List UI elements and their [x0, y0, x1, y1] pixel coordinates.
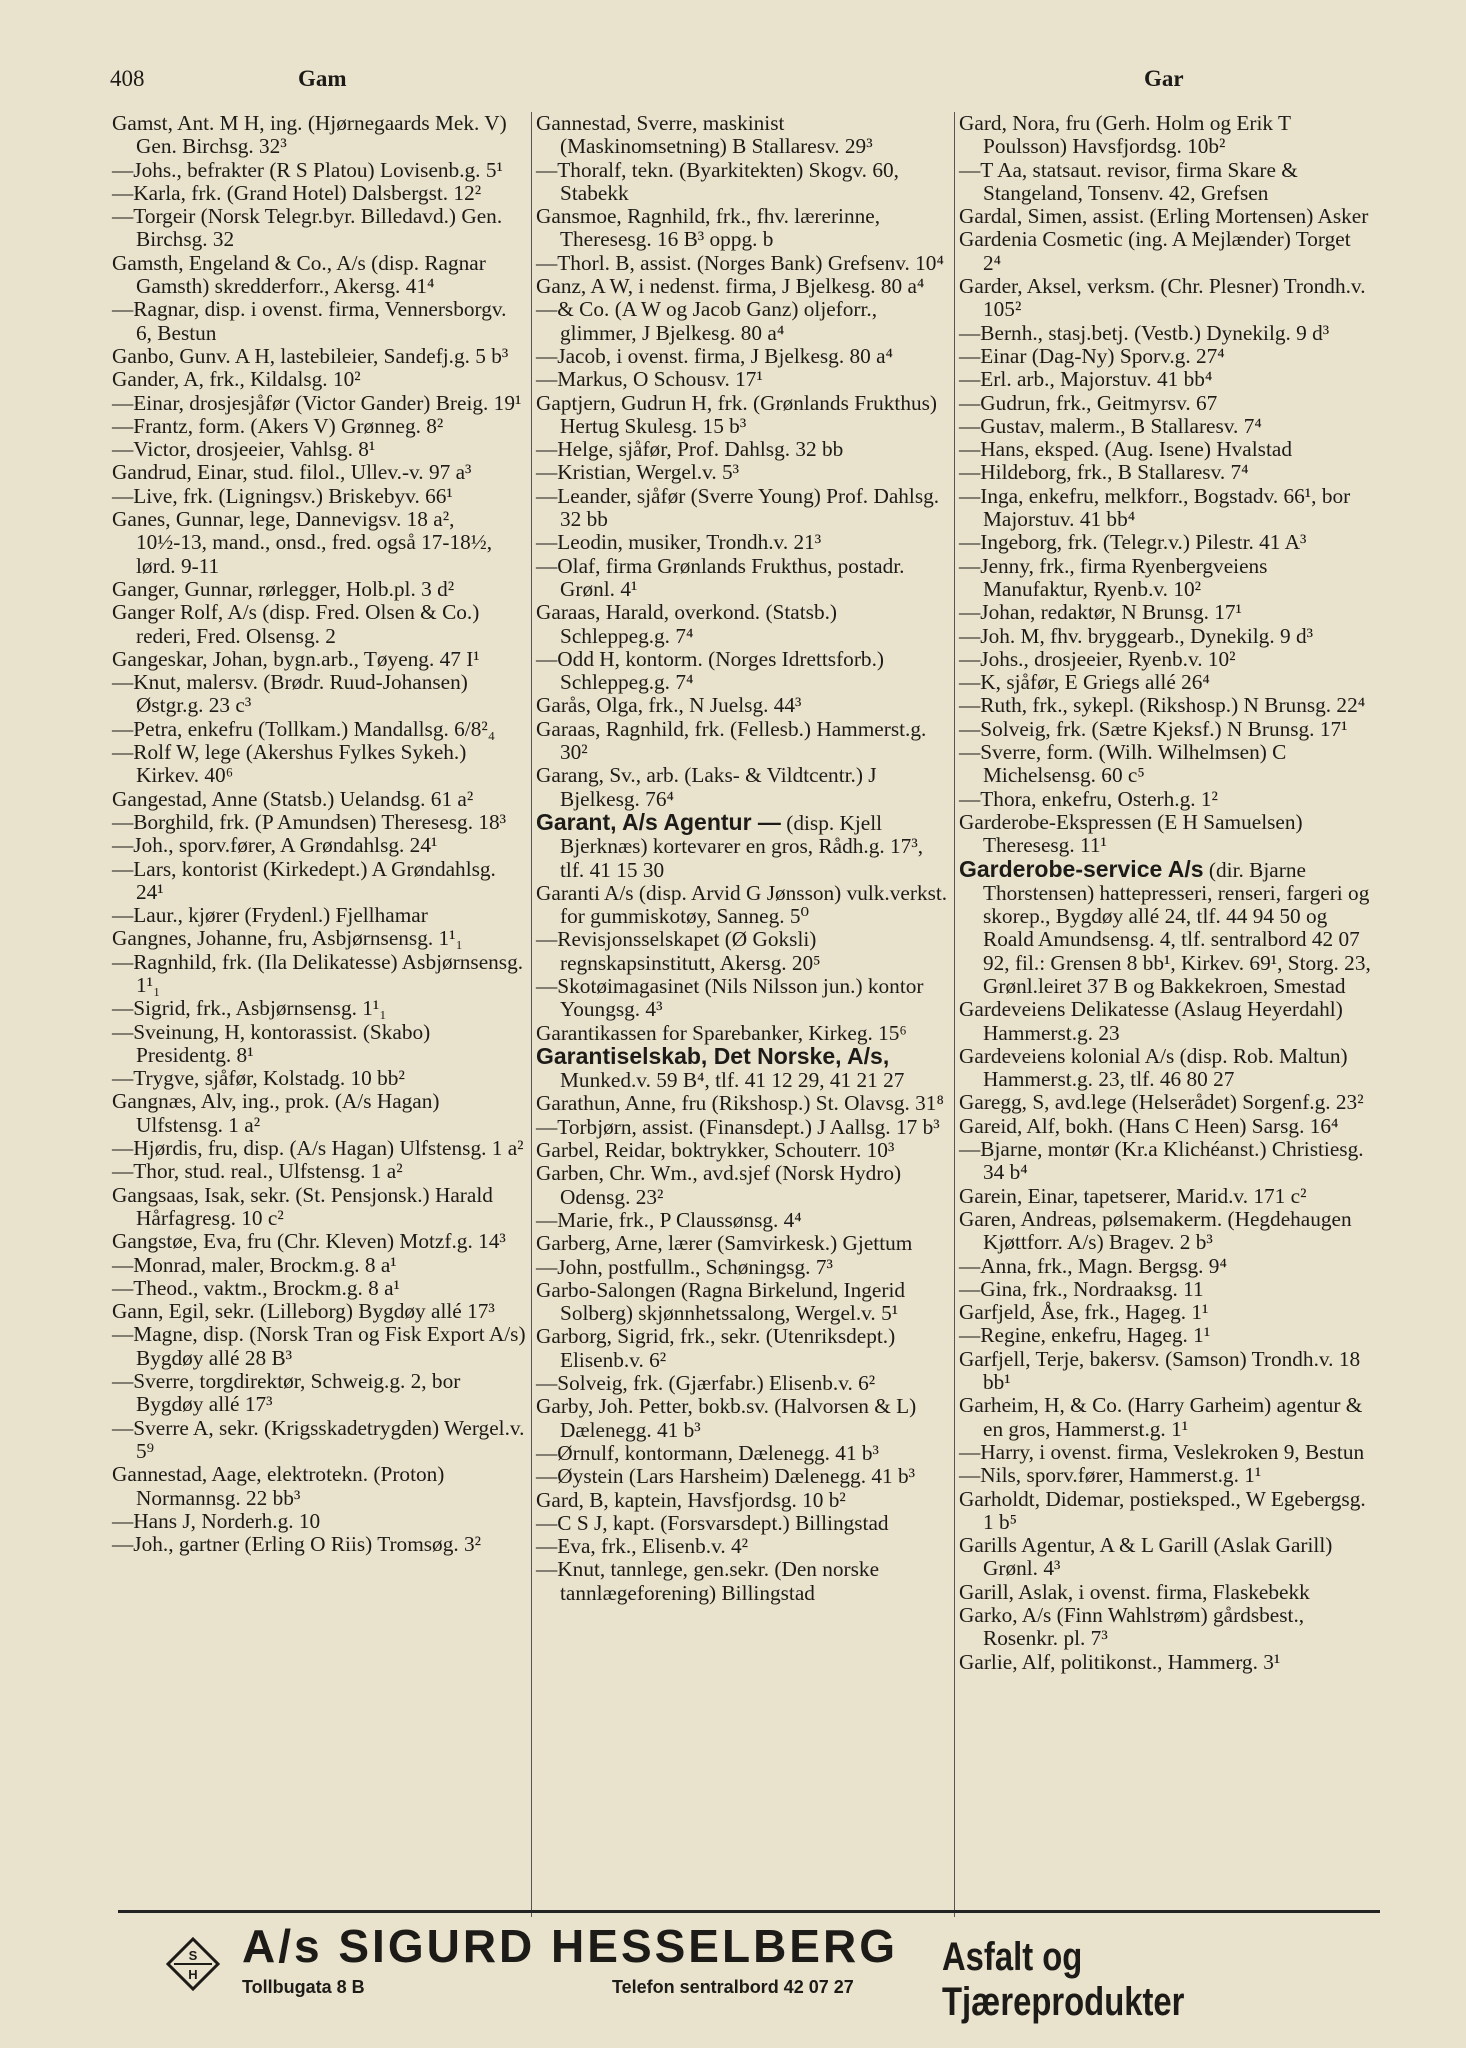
entry-text: —Johs., drosjeeier, Ryenb.v. 10² [959, 646, 1236, 671]
entry-text: Garen, Andreas, pølsemakerm. (Hegdehaugen Kjøttforr. A/s) Bragev. 2 b³ [959, 1206, 1352, 1255]
entry-bold-heading: Garant, A/s Agentur — [536, 808, 781, 835]
entry-text: Gannestad, Aage, elektrotekn. (Proton) Normannsg. 22 bb³ [112, 1462, 445, 1510]
directory-entry [959, 1348, 1373, 1395]
entry-text: —Ruth, frk., sykepl. (Rikshosp.) N Brunsg. 22⁴ [959, 693, 1366, 718]
directory-entry [112, 438, 527, 461]
directory-entry [959, 461, 1373, 484]
entry-text: Gangnes, Johanne, fru, Asbjørnsensg. 1¹₁ [112, 926, 463, 951]
entry-text: (disp. Kjell Bjerknæs) kortevarer en gros, Rådh.g. 17³, tlf. 41 15 30 [560, 810, 924, 882]
entry-text: —Thorl. B, assist. (Norges Bank) Grefsenv. 10⁴ [536, 250, 944, 275]
entry-text: —Torgeir (Norsk Telegr.byr. Billedavd.) Gen. Birchsg. 32 [112, 204, 503, 252]
directory-entry [536, 928, 950, 975]
ad-address: Tollbugata 8 B [242, 1977, 365, 1997]
directory-entry [959, 1208, 1373, 1255]
entry-text: —Joh., sporv.fører, A Grøndahlsg. 24¹ [112, 833, 438, 858]
entry-text: Garheim, H, & Co. (Harry Garheim) agentur & en gros, Hammerst.g. 1¹ [959, 1393, 1363, 1441]
directory-entry [959, 415, 1373, 438]
entry-text: —Kristian, Wergel.v. 5³ [536, 460, 740, 485]
directory-entry [536, 648, 950, 695]
entry-text: —Nils, sporv.fører, Hammerst.g. 1¹ [959, 1463, 1262, 1488]
entry-text: —Karla, frk. (Grand Hotel) Dalsbergst. 12² [112, 180, 482, 205]
entry-text: —Hans, eksped. (Aug. Isene) Hvalstad [959, 437, 1292, 462]
directory-entry [536, 1558, 950, 1605]
entry-text: Garås, Olga, frk., N Juelsg. 44³ [536, 693, 802, 718]
directory-entry [536, 159, 950, 206]
directory-entry [112, 112, 527, 159]
entry-text: Gaptjern, Gudrun H, frk. (Grønlands Frukthus) Hertug Skulesg. 15 b³ [536, 390, 938, 438]
directory-entry [112, 718, 527, 741]
entry-text: —Laur., kjører (Frydenl.) Fjellhamar [112, 903, 428, 928]
entry-text: Garlie, Alf, politikonst., Hammerg. 3¹ [959, 1649, 1281, 1674]
directory-entry [536, 1042, 950, 1093]
directory-entry [959, 1581, 1373, 1604]
directory-entry [112, 252, 527, 299]
entry-text: Ganes, Gunnar, lege, Dannevigsv. 18 a², 10½-13, mand., onsd., fred. også 17-18½, lørd. 9-11 [112, 507, 493, 578]
entry-text: Garaas, Harald, overkond. (Statsb.) Schleppeg.g. 7⁴ [536, 600, 838, 648]
directory-entry [959, 811, 1373, 858]
ad-tagline: Asfalt og Tjæreprodukter [942, 1935, 1185, 2024]
entry-text: —Einar (Dag-Ny) Sporv.g. 27⁴ [959, 343, 1225, 368]
directory-entry [536, 1209, 950, 1232]
entry-text: Gander, A, frk., Kildalsg. 10² [112, 367, 361, 392]
directory-entry [536, 345, 950, 368]
entry-text: —Gustav, malerm., B Stallaresv. 7⁴ [959, 413, 1262, 438]
directory-entry [536, 1465, 950, 1488]
entry-text: Gangsaas, Isak, sekr. (St. Pensjonsk.) Harald Hårfagresg. 10 c² [112, 1182, 493, 1230]
entry-text: Garegg, S, avd.lege (Helserådet) Sorgenf.g. 23² [959, 1090, 1364, 1115]
entry-text: —Olaf, firma Grønlands Frukthus, postadr. Grønl. 4¹ [536, 553, 905, 601]
entry-text: —Lars, kontorist (Kirkedept.) A Grøndahlsg. 24¹ [112, 856, 496, 904]
svg-text:S: S [188, 1948, 198, 1963]
directory-entry [536, 808, 950, 882]
directory-entry [959, 855, 1373, 999]
entry-text: —Gudrun, frk., Geitmyrsv. 67 [959, 390, 1218, 415]
entry-text: —Thor, stud. real., Ulfstensg. 1 a² [112, 1159, 403, 1184]
directory-entry [536, 205, 950, 252]
directory-entry [536, 1092, 950, 1115]
entry-text: —John, postfullm., Schøningsg. 7³ [536, 1254, 833, 1279]
directory-entry [536, 1535, 950, 1558]
entry-text: Garaas, Ragnhild, frk. (Fellesb.) Hammerst.g. 30² [536, 716, 927, 765]
directory-entry [959, 228, 1373, 275]
entry-text: —Regine, enkefru, Hageg. 1¹ [959, 1323, 1211, 1348]
column-left [108, 112, 531, 1917]
directory-entry [112, 1277, 527, 1300]
directory-entry [959, 275, 1373, 322]
directory-entry [959, 1138, 1373, 1185]
directory-entry [112, 1323, 527, 1370]
entry-text: —Marie, frk., P Claussønsg. 4⁴ [536, 1207, 802, 1232]
entry-text: Gardeveiens kolonial A/s (disp. Rob. Maltun) Hammerst.g. 23, tlf. 46 80 27 [959, 1043, 1348, 1092]
directory-entry [536, 764, 950, 811]
entry-text: —Thora, enkefru, Osterh.g. 1² [959, 786, 1218, 811]
directory-entry [536, 112, 950, 159]
entry-text: (dir. Bjarne Thorstensen) hattepresseri, renseri, fargeri og skorep., Bygdøy allé 24, tlf. 44 94 50 og Roald Amundsensg. 4, tlf. sentralbord 42 07 92, fil.: Grensen 8 bb¹, Kirkev. 69¹, Storg. 23, Grønl.leiret 37 B og Bakkekroen, Smestad [983, 857, 1371, 998]
directory-entry [112, 1510, 527, 1533]
entry-text: Garathun, Anne, fru (Rikshosp.) St. Olavsg. 31⁸ [536, 1091, 944, 1116]
header-left-word: Gam [298, 66, 347, 91]
entry-text: —Rolf W, lege (Akershus Fylkes Sykeh.) Kirkev. 40⁶ [112, 740, 467, 788]
entry-text: —Frantz, form. (Akers V) Grønneg. 8² [112, 413, 444, 438]
entry-text: —Jacob, i ovenst. firma, J Bjelkesg. 80 a⁴ [536, 343, 893, 368]
directory-entry [536, 1232, 950, 1255]
entry-text: Gamsth, Engeland & Co., A/s (disp. Ragnar Gamsth) skredderforr., Akersg. 41⁴ [112, 250, 486, 299]
directory-entry [536, 975, 950, 1022]
entry-text: Garby, Joh. Petter, bokb.sv. (Halvorsen & L) Dælenegg. 41 b³ [536, 1394, 917, 1442]
entry-text: —Borghild, frk. (P Amundsen) Theresesg. 18³ [112, 809, 507, 834]
entry-text: —Bjarne, montør (Kr.a Klichéanst.) Christiesg. 34 b⁴ [959, 1137, 1364, 1185]
entry-text: —Monrad, maler, Brockm.g. 8 a¹ [112, 1252, 397, 1277]
directory-entry [536, 368, 950, 391]
directory-entry [536, 1395, 950, 1442]
directory-entry [112, 205, 527, 252]
entry-text: Garberg, Arne, lærer (Samvirkesk.) Gjettum [536, 1231, 913, 1256]
entry-text: —Sverre, torgdirektør, Schweig.g. 2, bor Bygdøy allé 17³ [112, 1369, 461, 1417]
entry-text: —Ragnhild, frk. (Ila Delikatesse) Asbjørnsensg. 1¹₁ [112, 949, 524, 997]
directory-entry [959, 1324, 1373, 1347]
entry-text: —Solveig, frk. (Sætre Kjeksf.) N Brunsg. 17¹ [959, 716, 1348, 741]
entry-text: —Leander, sjåfør (Sverre Young) Prof. Dahlsg. 32 bb [536, 483, 940, 532]
entry-text: —Solveig, frk. (Gjærfabr.) Elisenb.v. 6² [536, 1371, 876, 1396]
directory-entry [959, 1301, 1373, 1324]
entry-text: —Helge, sjåfør, Prof. Dahlsg. 32 bb [536, 437, 844, 462]
directory-entry [536, 718, 950, 765]
directory-entry [959, 1185, 1373, 1208]
entry-text: —Johan, redaktør, N Brunsg. 17¹ [959, 600, 1242, 625]
entry-text: —Victor, drosjeeier, Vahlsg. 8¹ [112, 437, 376, 462]
entry-text: Garang, Sv., arb. (Laks- & Vildtcentr.) J Bjelkesg. 76⁴ [536, 763, 877, 811]
directory-entry [112, 834, 527, 857]
directory-entry [536, 298, 950, 345]
ad-company-name: A/s SIGURD HESSELBERG [242, 1920, 898, 1972]
directory-entry [959, 1115, 1373, 1138]
directory-entry [536, 882, 950, 929]
directory-entry [959, 345, 1373, 368]
directory-entry [112, 601, 527, 648]
entry-text: —Revisjonsselskapet (Ø Goksli) regnskapsinstitutt, Akersg. 20⁵ [536, 927, 821, 975]
directory-entry [112, 1160, 527, 1183]
directory-entry [959, 438, 1373, 461]
directory-entry [112, 788, 527, 811]
entry-text: Gann, Egil, sekr. (Lilleborg) Bygdøy allé 17³ [112, 1299, 495, 1324]
directory-entry [112, 298, 527, 345]
directory-entry [112, 671, 527, 718]
column-middle [531, 112, 954, 1917]
advertisement-banner [118, 1910, 1380, 2024]
entry-text: —Ingeborg, frk. (Telegr.v.) Pilestr. 41 A³ [959, 530, 1307, 555]
directory-entry [959, 555, 1373, 602]
directory-entry [112, 927, 527, 950]
directory-entry [959, 1441, 1373, 1464]
directory-entry [536, 1442, 950, 1465]
directory-entry [536, 1256, 950, 1279]
directory-entry [112, 485, 527, 508]
entry-text: —Live, frk. (Ligningsv.) Briskebyv. 66¹ [112, 483, 453, 508]
entry-text: —Sigrid, frk., Asbjørnsensg. 1¹₁ [112, 996, 387, 1021]
directory-entry [959, 1394, 1373, 1441]
directory-entry [959, 601, 1373, 624]
directory-entry [112, 392, 527, 415]
directory-entry [959, 1488, 1373, 1535]
entry-text: Gangstøe, Eva, fru (Chr. Kleven) Motzf.g. 14³ [112, 1229, 506, 1254]
directory-entry [112, 1230, 527, 1253]
directory-entry [536, 1279, 950, 1326]
entry-text: Gangnæs, Alv, ing., prok. (A/s Hagan) Ulfstensg. 1 a² [112, 1089, 440, 1137]
directory-entry [112, 461, 527, 484]
directory-entry [959, 1091, 1373, 1114]
directory-entry [959, 1604, 1373, 1651]
directory-entry [959, 1534, 1373, 1581]
directory-entry [959, 392, 1373, 415]
entry-text: Ganz, A W, i nedenst. firma, J Bjelkesg. 80 a⁴ [536, 274, 925, 299]
directory-entry [536, 1022, 950, 1045]
entry-text: Gardeveiens Delikatesse (Aslaug Heyerdahl) Hammerst.g. 23 [959, 997, 1343, 1045]
directory-entry [112, 1021, 527, 1068]
directory-entry [536, 461, 950, 484]
directory-entry [112, 1533, 527, 1556]
entry-text: Gannestad, Sverre, maskinist (Maskinomsetning) B Stallaresv. 29³ [536, 112, 873, 159]
entry-text: Gangestad, Anne (Statsb.) Uelandsg. 61 a² [112, 786, 474, 811]
entry-text: Munked.v. 59 B⁴, tlf. 41 12 29, 41 21 27 [560, 1068, 905, 1093]
entry-text: —Thoralf, tekn. (Byarkitekten) Skogv. 60, Stabekk [536, 157, 899, 205]
directory-entry [112, 415, 527, 438]
entry-text: —Inga, enkefru, melkforr., Bogstadv. 66¹, bor Majorstuv. 41 bb⁴ [959, 483, 1351, 532]
entry-text: —Odd H, kontorm. (Norges Idrettsforb.) Schleppeg.g. 7⁴ [536, 646, 884, 695]
entry-text: —Knut, malersv. (Brødr. Ruud-Johansen) Østgr.g. 23 c³ [112, 670, 468, 718]
entry-text: —Sverre A, sekr. (Krigsskadetrygden) Wergel.v. 5⁹ [112, 1415, 525, 1463]
directory-entry [112, 1090, 527, 1137]
entry-text: —Joh. M, fhv. bryggearb., Dynekilg. 9 d³ [959, 623, 1313, 648]
entry-text: Gard, Nora, fru (Gerh. Holm og Erik T Poulsson) Havsfjordsg. 10b² [959, 112, 1291, 159]
directory-entry [959, 788, 1373, 811]
entry-text: —Ragnar, disp. i ovenst. firma, Vennersborgv. 6, Bestun [112, 297, 507, 345]
entry-text: Garbel, Reidar, boktrykker, Schouterr. 10³ [536, 1138, 895, 1163]
directory-entry [112, 345, 527, 368]
entry-text: —Knut, tannlege, gen.sekr. (Den norske tannlægeforening) Billingstad [536, 1557, 880, 1605]
entry-text: Gandrud, Einar, stud. filol., Ullev.-v. 97 a³ [112, 460, 472, 485]
page-number: 408 [110, 66, 145, 91]
directory-entry [112, 508, 527, 578]
svg-text:H: H [188, 1967, 198, 1982]
entry-text: —Hildeborg, frk., B Stallaresv. 7⁴ [959, 460, 1249, 485]
entry-text: —Skotøimagasinet (Nils Nilsson jun.) kontor Youngsg. 4³ [536, 973, 924, 1022]
entry-text: —Sveinung, H, kontorassist. (Skabo) Presidentg. 8¹ [112, 1019, 431, 1067]
entry-text: —Erl. arb., Majorstuv. 41 bb⁴ [959, 367, 1213, 392]
directory-entry [112, 997, 527, 1020]
entry-text: —Bernh., stasj.betj. (Vestb.) Dynekilg. 9 d³ [959, 320, 1330, 345]
directory-entry [536, 1372, 950, 1395]
directory-entry [959, 1651, 1373, 1674]
directory-entry [112, 1463, 527, 1510]
entry-text: Garbo-Salongen (Ragna Birkelund, Ingerid Solberg) skjønnhetssalong, Wergel.v. 5¹ [536, 1277, 906, 1326]
entry-text: —Øystein (Lars Harsheim) Dælenegg. 41 b³ [536, 1464, 915, 1489]
entry-text: —Trygve, sjåfør, Kolstadg. 10 bb² [112, 1066, 405, 1091]
directory-entry [112, 648, 527, 671]
directory-entry [959, 368, 1373, 391]
directory-entry [112, 1300, 527, 1323]
directory-entry [112, 1254, 527, 1277]
directory-entry [536, 694, 950, 717]
entry-text: —Petra, enkefru (Tollkam.) Mandallsg. 6/8²₄ [112, 716, 496, 741]
directory-entry [112, 858, 527, 905]
ad-phone: Telefon sentralbord 42 07 27 [612, 1977, 854, 1997]
entry-text: Garill, Aslak, i ovenst. firma, Flaskebekk [959, 1579, 1310, 1604]
entry-text: —Torbjørn, assist. (Finansdept.) J Aallsg. 17 b³ [536, 1114, 940, 1139]
entry-text: Garills Agentur, A & L Garill (Aslak Garill) Grønl. 4³ [959, 1533, 1333, 1581]
directory-entry [112, 182, 527, 205]
directory-entry [959, 205, 1373, 228]
directory-entry [959, 648, 1373, 671]
directory-entry [959, 112, 1373, 159]
entry-text: Gangeskar, Johan, bygn.arb., Tøyeng. 47 I¹ [112, 646, 480, 671]
entry-text: —Harry, i ovenst. firma, Veslekroken 9, Bestun [959, 1439, 1365, 1464]
directory-entry [959, 998, 1373, 1045]
directory-entry [536, 438, 950, 461]
entry-text: Garko, A/s (Finn Wahlstrøm) gårdsbest., Rosenkr. pl. 7³ [959, 1603, 1305, 1651]
directory-entry [536, 1116, 950, 1139]
directory-entry [112, 741, 527, 788]
column-right [954, 112, 1377, 1917]
directory-entry [959, 531, 1373, 554]
entry-text: —Gina, frk., Nordraaksg. 11 [959, 1276, 1204, 1301]
entry-text: Garfjell, Terje, bakersv. (Samson) Trondh.v. 18 bb¹ [959, 1346, 1361, 1395]
entry-text: —Theod., vaktm., Brockm.g. 8 a¹ [112, 1275, 400, 1300]
directory-entry [536, 601, 950, 648]
entry-text: —T Aa, statsaut. revisor, firma Skare & Stangeland, Tonsenv. 42, Grefsen [959, 157, 1298, 205]
directory-entry [112, 1370, 527, 1417]
entry-text: —Leodin, musiker, Trondh.v. 21³ [536, 530, 822, 555]
entry-text: —Ørnulf, kontormann, Dælenegg. 41 b³ [536, 1440, 879, 1465]
entry-text: —K, sjåfør, E Griegs allé 26⁴ [959, 670, 1210, 695]
directory-entry [536, 1162, 950, 1209]
entry-text: —Magne, disp. (Norsk Tran og Fisk Export A/s) Bygdøy allé 28 B³ [112, 1322, 526, 1370]
directory-entry [536, 392, 950, 439]
entry-text: —Hans J, Norderh.g. 10 [112, 1508, 321, 1533]
directory-entry [112, 159, 527, 182]
directory-entry [959, 694, 1373, 717]
directory-entry [959, 1255, 1373, 1278]
directory-entry [959, 322, 1373, 345]
entry-text: Garborg, Sigrid, frk., sekr. (Utenriksdept.) Elisenb.v. 6² [536, 1324, 896, 1372]
entry-text: Garantikassen for Sparebanker, Kirkeg. 15⁶ [536, 1020, 907, 1045]
entry-text: Ganger, Gunnar, rørlegger, Holb.pl. 3 d² [112, 576, 455, 601]
entry-text: Garfjeld, Åse, frk., Hageg. 1¹ [959, 1300, 1209, 1325]
entry-text: Gareid, Alf, bokh. (Hans C Heen) Sarsg. 16⁴ [959, 1113, 1339, 1138]
directory-entry [536, 1139, 950, 1162]
hesselberg-logo-icon [166, 1937, 220, 1991]
entry-text: —Einar, drosjesjåfør (Victor Gander) Breig. 19¹ [112, 390, 522, 415]
directory-entry [959, 718, 1373, 741]
entry-text: —Markus, O Schousv. 17¹ [536, 367, 763, 392]
entry-bold-heading: Garderobe-service A/s [959, 855, 1204, 882]
directory-entry [536, 485, 950, 532]
entry-text: —Joh., gartner (Erling O Riis) Tromsøg. 3² [112, 1532, 482, 1557]
directory-entry [536, 252, 950, 275]
directory-entry [112, 904, 527, 927]
entry-text: —Jenny, frk., firma Ryenbergveiens Manufaktur, Ryenb.v. 10² [959, 553, 1268, 601]
entry-text: Gardal, Simen, assist. (Erling Mortensen) Asker [959, 204, 1369, 229]
entry-text: Garholdt, Didemar, postieksped., W Egebergsg. 1 b⁵ [959, 1486, 1366, 1534]
entry-text: —Eva, frk., Elisenb.v. 4² [536, 1534, 749, 1559]
directory-entry [959, 671, 1373, 694]
entry-text: Gard, B, kaptein, Havsfjordsg. 10 b² [536, 1487, 846, 1512]
directory-entry [536, 531, 950, 554]
directory-columns [108, 112, 1378, 1917]
directory-entry [112, 578, 527, 601]
directory-entry [112, 1067, 527, 1090]
directory-entry [959, 625, 1373, 648]
entry-text: —Sverre, form. (Wilh. Wilhelmsen) C Michelsensg. 60 c⁵ [959, 740, 1287, 788]
directory-entry [536, 1489, 950, 1512]
entry-text: Ganbo, Gunv. A H, lastebileier, Sandefj.g. 5 b³ [112, 343, 509, 368]
entry-text: —& Co. (A W og Jacob Ganz) oljeforr., glimmer, J Bjelkesg. 80 a⁴ [536, 297, 878, 345]
directory-entry [959, 159, 1373, 206]
entry-text: —Johs., befrakter (R S Platou) Lovisenb.g. 5¹ [112, 157, 503, 182]
directory-entry [959, 1278, 1373, 1301]
entry-text: Garein, Einar, tapetserer, Marid.v. 171 c² [959, 1183, 1307, 1208]
header-right-word: Gar [1144, 66, 1184, 91]
entry-text: —C S J, kapt. (Forsvarsdept.) Billingstad [536, 1510, 889, 1535]
directory-entry [112, 951, 527, 998]
directory-entry [536, 1512, 950, 1535]
entry-text: —Anna, frk., Magn. Bergsg. 9⁴ [959, 1253, 1227, 1278]
entry-text: Garanti A/s (disp. Arvid G Jønsson) vulk.verkst. for gummiskotøy, Sanneg. 5⁰ [536, 880, 948, 929]
directory-entry [112, 1137, 527, 1160]
entry-text: Gamst, Ant. M H, ing. (Hjørnegaards Mek. V) Gen. Birchsg. 32³ [112, 112, 507, 159]
directory-entry [536, 1325, 950, 1372]
entry-text: Ganger Rolf, A/s (disp. Fred. Olsen & Co.) rederi, Fred. Olsensg. 2 [112, 600, 480, 648]
directory-entry [112, 1417, 527, 1464]
directory-entry [959, 741, 1373, 788]
directory-entry [112, 811, 527, 834]
entry-text: —Hjørdis, fru, disp. (A/s Hagan) Ulfstensg. 1 a² [112, 1136, 524, 1161]
entry-text: Gardenia Cosmetic (ing. A Mejlænder) Torget 2⁴ [959, 227, 1351, 275]
entry-text: Garderobe-Ekspressen (E H Samuelsen) Theresesg. 11¹ [959, 809, 1303, 858]
directory-entry [959, 1045, 1373, 1092]
directory-entry [536, 555, 950, 602]
entry-bold-heading: Garantiselskab, Det Norske, A/s, [536, 1042, 890, 1069]
directory-entry [112, 1184, 527, 1231]
entry-text: Garben, Chr. Wm., avd.sjef (Norsk Hydro) Odensg. 23² [536, 1161, 902, 1209]
directory-entry [959, 1464, 1373, 1487]
directory-entry [112, 368, 527, 391]
directory-entry [536, 275, 950, 298]
directory-entry [959, 485, 1373, 532]
entry-text: Gansmoe, Ragnhild, frk., fhv. lærerinne, Theresesg. 16 B³ oppg. b [536, 204, 881, 252]
entry-text: Garder, Aksel, verksm. (Chr. Plesner) Trondh.v. 105² [959, 274, 1366, 322]
